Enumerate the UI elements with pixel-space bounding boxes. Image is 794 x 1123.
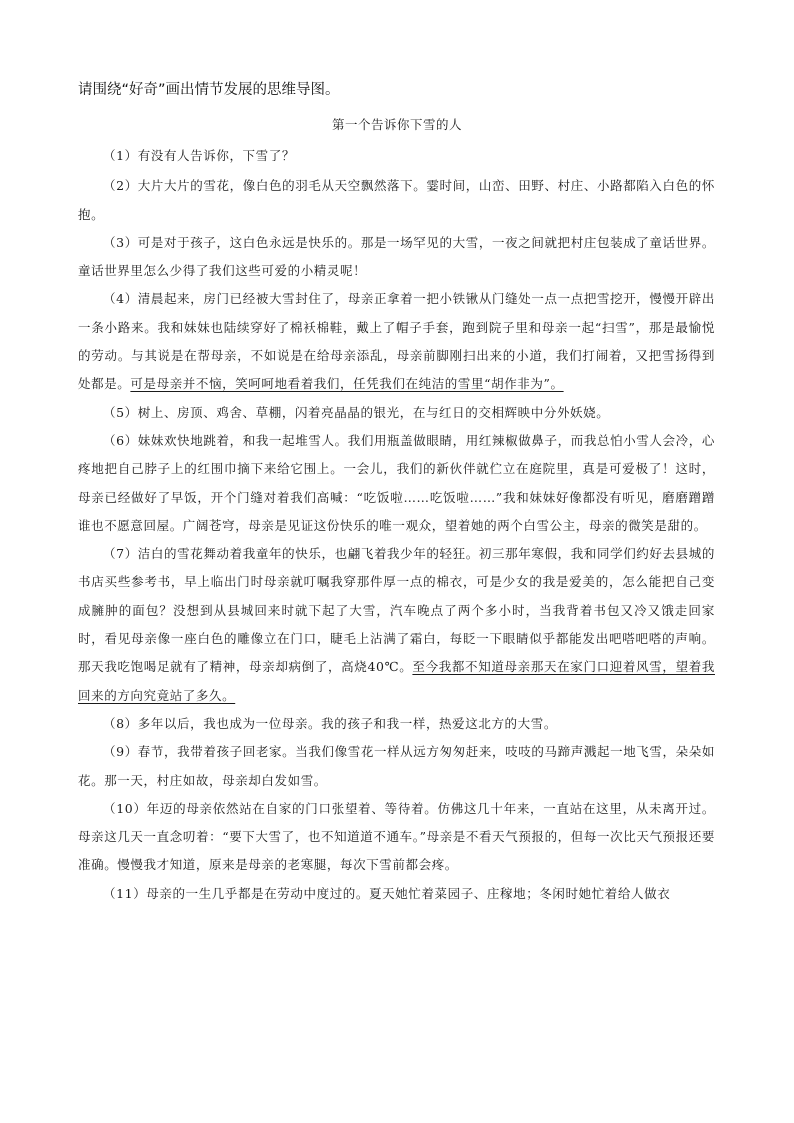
article-body xyxy=(78,142,715,908)
underlined-sentence-1: 可是母亲并不恼，笑呵呵地看着我们，任凭我们在纯洁的雪里“胡作非为”。 xyxy=(130,376,564,392)
instruction-text: 请围绕“好奇”画出情节发展的思维导图。 xyxy=(78,82,340,98)
paragraph-4: （4）清晨起来，房门已经被大雪封住了，母亲正拿着一把小铁锹从门缝处一点一点把雪挖开，慢慢开辟出一条小路来。我和妹妹也陆续穿好了棉袄棉鞋，戴上了帽子手套，跑到院子里和母亲一起“扫雪”，那是最愉悦的劳动。与其说是在帮母亲，不如说是在给母亲添乱，母亲前脚刚扫出来的小道，我们打闹着，又把雪扬得到处都是。可是母亲并不恼，笑呵呵地看着我们，任凭我们在纯洁的雪里“胡作非为”。 xyxy=(78,291,715,392)
paragraph-8: （8）多年以后，我也成为一位母亲。我的孩子和我一样，热爱这北方的大雪。 xyxy=(103,715,557,731)
paragraph-1: （1）有没有人告诉你，下雪了？ xyxy=(103,148,295,163)
paragraph-10: （10）年迈的母亲依然站在自家的门口张望着、等待着。仿佛这几十年来，一直站在这里，从未离开过。母亲这几天一直念叨着：“要下大雪了，也不知道道不通车。”母亲是不看天气预报的，但每一次比天气预报还要准确。慢慢我才知道，原来是母亲的老寒腿，每次下雪前都会疼。 xyxy=(78,800,715,873)
paragraph-11: （11）母亲的一生几乎都是在劳动中度过的。夏天她忙着菜园子、庄稼地；冬闲时她忙着给人做衣 xyxy=(103,885,671,901)
paragraph-5: （5）树上、房顶、鸡舍、草棚，闪着亮晶晶的银光，在与红日的交相辉映中分外妖娆。 xyxy=(103,404,610,420)
paragraph-6: （6）妹妹欢快地跳着，和我一起堆雪人。我们用瓶盖做眼睛，用红辣椒做鼻子，而我总怕小雪人会冷，心疼地把自己脖子上的红围巾摘下来给它围上。一会儿，我们的新伙伴就伫立在庭院里，真是可爱极了！这时，母亲已经做好了早饭，开个门缝对着我们高喊：“吃饭啦……吃饭啦……”我和妹妹好像都没有听见，磨磨蹭蹭谁也不愿意回屋。广阔苍穹，母亲是见证这份快乐的唯一观众，望着她的两个白雪公主，母亲的微笑是甜的。 xyxy=(78,432,715,533)
article-title: 第一个告诉你下雪的人 xyxy=(331,117,462,132)
underlined-sentence-2: 至今我都不知道母亲那天在家门口迎着风雪，望着我回来的方向究竟站了多久。 xyxy=(78,659,715,703)
paragraph-7: （7）洁白的雪花舞动着我童年的快乐，也翩飞着我少年的轻狂。初三那年寒假，我和同学们约好去县城的书店买些参考书，早上临出门时母亲就叮嘱我穿那件厚一点的棉衣，可是少女的我是爱美的，怎么能把自己变成臃肿的面包？没想到从县城回来时就下起了大雪，汽车晚点了两个多小时，当我背着书包又冷又饿走回家时，看见母亲像一座白色的雕像立在门口，睫毛上沾满了霜白，每眨一下眼睛似乎都能发出吧嗒吧嗒的声响。那天我吃饱喝足就有了精神，母亲却病倒了，高烧40℃。至今我都不知道母亲那天在家门口迎着风雪，望着我回来的方向究竟站了多久。 xyxy=(78,546,715,703)
paragraph-3: （3）可是对于孩子，这白色永远是快乐的。那是一场罕见的大雪，一夜之间就把村庄包装成了童话世界。童话世界里怎么少得了我们这些可爱的小精灵呢！ xyxy=(78,234,715,279)
paragraph-9: （9）春节，我带着孩子回老家。当我们像雪花一样从远方匆匆赶来，吱吱的马蹄声溅起一地飞雪，朵朵如花。那一天，村庄如故，母亲却白发如雪。 xyxy=(78,744,715,788)
paragraph-2: （2）大片大片的雪花，像白色的羽毛从天空飘然落下。霎时间，山峦、田野、村庄、小路都陷入白色的怀抱。 xyxy=(78,178,715,222)
